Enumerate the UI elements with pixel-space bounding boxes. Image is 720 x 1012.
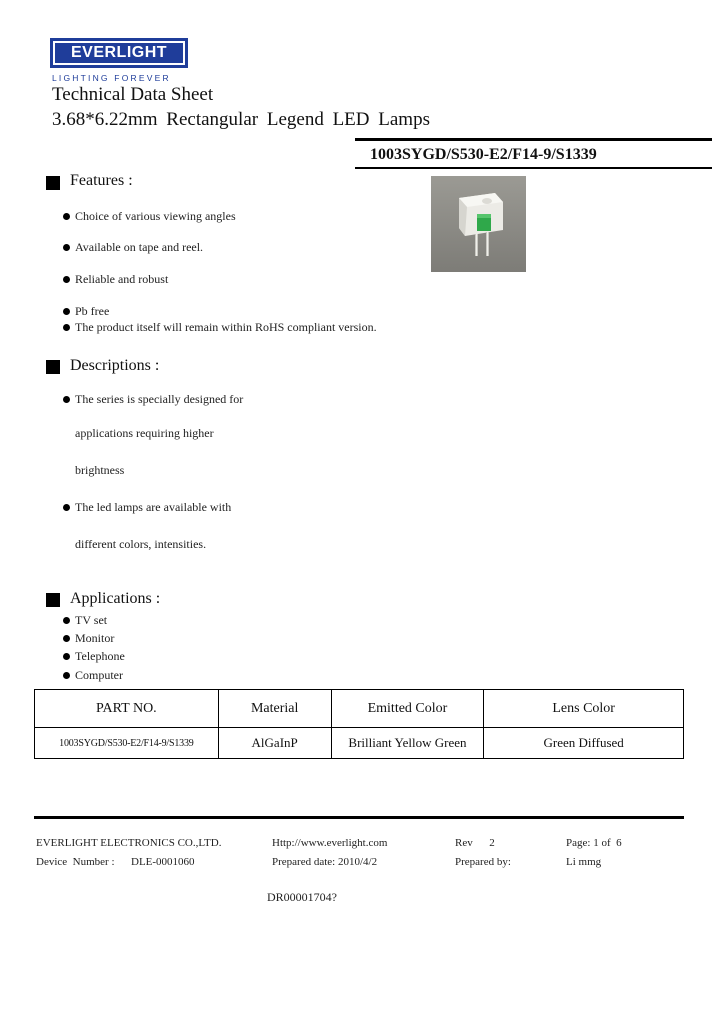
feature-item: Choice of various viewing angles (63, 209, 236, 224)
table-row (35, 728, 684, 759)
divider-bottom (34, 816, 684, 819)
document-code: DR00001704? (267, 890, 337, 904)
led-product-photo (431, 176, 526, 272)
application-item: Monitor (63, 631, 114, 646)
footer-page: Page: 1 of 6 (566, 837, 622, 849)
description-item: The series is specially designed for (63, 392, 243, 407)
part-spec-table (34, 689, 684, 759)
logo-tagline: LIGHTING FOREVER (52, 73, 171, 83)
bullet-icon (63, 504, 70, 511)
cell-part-no: 1003SYGD/S530-E2/F14-9/S1339 (35, 728, 219, 759)
bullet-icon (63, 653, 70, 660)
bullet-icon (63, 635, 70, 642)
footer-website[interactable]: Http://www.everlight.com (272, 837, 388, 849)
company-logo (50, 38, 188, 68)
features-square-icon (46, 176, 60, 190)
bullet-icon (63, 276, 70, 283)
bullet-icon (63, 244, 70, 251)
cell-lens-color: Green Diffused (484, 728, 684, 759)
description-item: The led lamps are available with (63, 500, 231, 515)
footer-company: EVERLIGHT ELECTRONICS CO.,LTD. (36, 837, 222, 849)
application-item: Telephone (63, 649, 125, 664)
logo-wordmark: EVERLIGHT (55, 43, 183, 63)
cell-emitted-color: Brilliant Yellow Green (331, 728, 484, 759)
feature-item: The product itself will remain within RoHS compliant version. (63, 320, 377, 335)
divider-top (355, 138, 712, 141)
bullet-icon (63, 617, 70, 624)
bullet-icon (63, 396, 70, 403)
bullet-icon (63, 324, 70, 331)
features-title: Features : (70, 172, 133, 189)
description-line: different colors, intensities. (75, 537, 207, 551)
header-part-no: PART NO. (35, 690, 219, 728)
document-subtitle: 3.68*6.22mm Rectangular Legend LED Lamps (52, 109, 430, 130)
header-material: Material (218, 690, 331, 728)
divider-top-thin (355, 167, 712, 169)
table-header-row (35, 690, 684, 728)
footer-prepared-by: Li mmg (566, 856, 602, 868)
cell-material: AlGaInP (218, 728, 331, 759)
bullet-icon (63, 213, 70, 220)
part-number-heading: 1003SYGD/S530-E2/F14-9/S1339 (370, 146, 597, 163)
application-item: TV set (63, 613, 107, 628)
bullet-icon (63, 308, 70, 315)
footer-prepared-by-label: Prepared by: (455, 856, 511, 868)
feature-item: Available on tape and reel. (63, 240, 203, 255)
footer-prepared-date: Prepared date: 2010/4/2 (272, 856, 378, 868)
description-line: brightness (75, 463, 125, 477)
descriptions-square-icon (46, 360, 60, 374)
description-line: applications requiring higher (75, 426, 214, 440)
feature-item: Reliable and robust (63, 272, 168, 287)
footer-revision: Rev 2 (455, 837, 495, 849)
header-emitted-color: Emitted Color (331, 690, 484, 728)
bullet-icon (63, 672, 70, 679)
header-lens-color: Lens Color (484, 690, 684, 728)
applications-title: Applications : (70, 590, 161, 607)
footer-device-number: Device Number : DLE-0001060 (36, 856, 195, 868)
feature-item: Pb free (63, 304, 109, 319)
applications-square-icon (46, 593, 60, 607)
document-title: Technical Data Sheet (52, 84, 214, 105)
application-item: Computer (63, 668, 123, 683)
descriptions-title: Descriptions : (70, 357, 160, 374)
